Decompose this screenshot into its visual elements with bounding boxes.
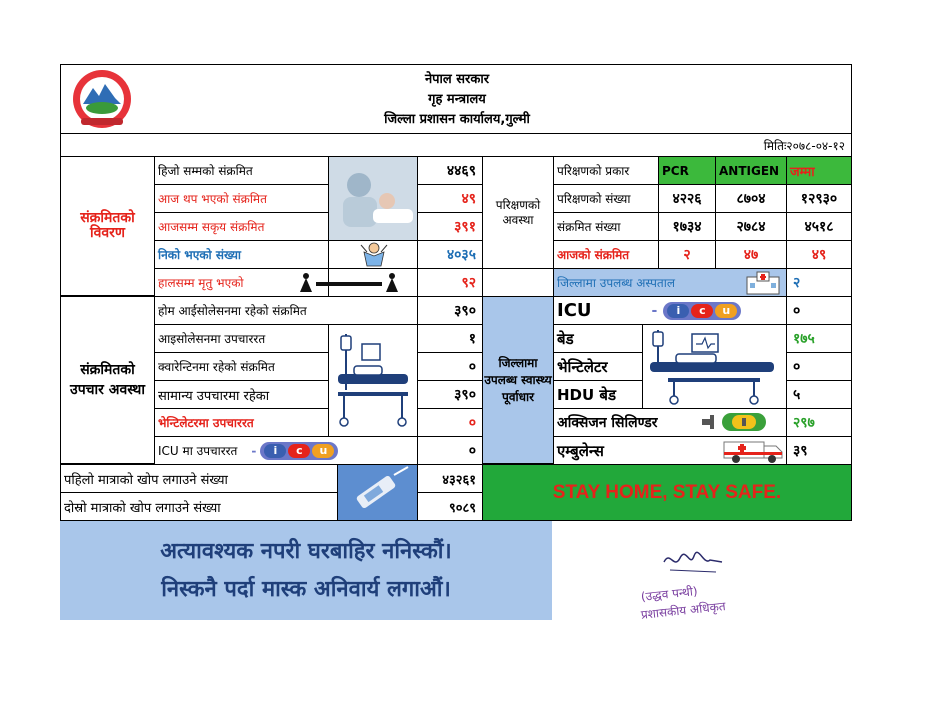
treatment-row-4: सामान्य उपचारमा रहेका: [154, 380, 329, 409]
testing-row-2-antigen: २७८४: [715, 212, 787, 241]
vaccine-value-2: ९०८९: [417, 492, 483, 521]
infection-row-5: हालसम्म मृतु भएको: [154, 268, 329, 297]
testing-row-1-label: परिक्षणको संख्या: [553, 184, 659, 213]
icu-bed-icon: [648, 328, 780, 406]
infection-value-4: ४०३५: [417, 240, 483, 269]
treatment-row-1: होम आईसोलेसनमा रहेको संक्रमित: [154, 296, 418, 325]
infra-row-ventilator: भेन्टिलेटर: [553, 352, 643, 381]
treatment-row-6: ICU मा उपचाररत - i c u: [154, 436, 418, 465]
testing-row-2-label: संक्रमित संख्या: [553, 212, 659, 241]
infection-value-2: ४९: [417, 184, 483, 213]
hospital-bed-icon: [332, 330, 414, 430]
treatment-value-4: ३९०: [417, 380, 483, 409]
vaccine-value-1: ४३२६१: [417, 464, 483, 493]
infrastructure-section-label: जिल्लामा उपलब्ध स्वास्थ्य पूर्वाधार: [482, 296, 554, 464]
death-icon: [296, 272, 406, 294]
testing-row-2-total: ४५१८: [786, 212, 852, 241]
infra-row-ambulance: एम्बुलेन्स: [553, 436, 787, 465]
infra-value-ventilator: ०: [786, 352, 852, 381]
infection-row-4: निको भएको संख्या: [154, 240, 329, 269]
signature-mark: [660, 540, 730, 580]
infra-icu-label: ICU: [557, 300, 592, 321]
treatment-row-3: क्वारेन्टिनमा रहेको संक्रमित: [154, 352, 329, 381]
testing-row-1-antigen: ८७०४: [715, 184, 787, 213]
message-box: [60, 521, 552, 620]
infection-row-3: आजसम्म सकृय संक्रमित: [154, 212, 329, 241]
treatment-row-5: भेन्टिलेटरमा उपचाररत: [154, 408, 329, 437]
icu-treatment-label: ICU मा उपचाररत: [158, 444, 238, 458]
treatment-value-6: ०: [417, 436, 483, 465]
testing-row-3-pcr: २: [658, 240, 716, 269]
infra-row-hdu: HDU बेड: [553, 380, 643, 409]
hospital-value: २: [786, 268, 852, 297]
infra-row-bed: बेड: [553, 324, 643, 353]
treatment-value-2: १: [417, 324, 483, 353]
vaccine-row-2: दोस्रो मात्राको खोप लगाउने संख्या: [60, 492, 338, 521]
header-box: [60, 64, 852, 134]
oxygen-cylinder-icon: [702, 411, 766, 433]
testing-header-label: परिक्षणको प्रकार: [553, 156, 659, 185]
vaccine-row-1: पहिलो मात्राको खोप लगाउने संख्या: [60, 464, 338, 493]
testing-header-pcr: PCR: [658, 156, 716, 185]
vaccine-syringe-icon: [338, 465, 417, 520]
header-line1: नेपाल सरकार: [424, 72, 490, 87]
signature-title: प्रशासकीय अधिकृत: [640, 599, 727, 622]
hospital-label: जिल्लामा उपलब्ध अस्पताल: [553, 268, 787, 297]
testing-row-2-pcr: १७३४: [658, 212, 716, 241]
slogan-banner: [482, 464, 852, 521]
infra-row-icu: ICU - i c u: [553, 296, 787, 325]
treatment-section-label: संक्रमितको उपचार अवस्था: [60, 296, 155, 464]
testing-row-3-label: आजको संक्रमित: [553, 240, 659, 269]
infra-value-oxygen: २९७: [786, 408, 852, 437]
header-line2: गृह मन्त्रालय: [428, 92, 486, 107]
testing-row-3-antigen: ४७: [715, 240, 787, 269]
infra-value-ambulance: ३९: [786, 436, 852, 465]
testing-row-1-pcr: ४२२६: [658, 184, 716, 213]
treatment-value-5: ०: [417, 408, 483, 437]
testing-header-antigen: ANTIGEN: [715, 156, 787, 185]
testing-row-3-total: ४९: [786, 240, 852, 269]
infection-value-5: ९२: [417, 268, 483, 297]
infra-icu-badge-icon: i c u: [663, 302, 741, 320]
infection-image-cell: [328, 156, 418, 241]
treatment-value-3: ०: [417, 352, 483, 381]
treatment-value-1: ३९०: [417, 296, 483, 325]
date-label: मितिः२०७८-०४-१२: [763, 138, 845, 153]
ambulance-icon: [722, 438, 784, 464]
testing-section-label: परिक्षणको अवस्था: [482, 156, 554, 269]
infection-row-1: हिजो सम्मको संक्रमित: [154, 156, 329, 185]
date-row: [60, 133, 852, 157]
infra-value-hdu: ५: [786, 380, 852, 409]
icu-badge-icon: i c u: [260, 442, 338, 460]
infra-value-icu: ०: [786, 296, 852, 325]
recovered-image-cell: [328, 240, 418, 269]
signature-name: (उद्धव पन्थी): [640, 584, 699, 604]
testing-header-total: जम्मा: [786, 156, 852, 185]
infra-oxygen-label: अक्सिजन सिलिण्डर: [557, 415, 658, 431]
infection-value-3: ३९१: [417, 212, 483, 241]
testing-row-1-total: १२९३०: [786, 184, 852, 213]
infection-section-label: संक्रमितको विवरण: [60, 156, 155, 296]
patient-image-icon: [329, 157, 417, 240]
hospital-icon: [745, 271, 781, 295]
infra-value-bed: १७५: [786, 324, 852, 353]
infection-row-2: आज थप भएको संक्रमित: [154, 184, 329, 213]
slogan-text: STAY HOME, STAY SAFE.: [552, 481, 782, 503]
treatment-row-2: आइसोलेसनमा उपचाररत: [154, 324, 329, 353]
recovered-person-icon: [359, 242, 389, 268]
infection-value-1: ४४६९: [417, 156, 483, 185]
header-line3: जिल्ला प्रशासन कार्यालय,गुल्मी: [384, 112, 530, 127]
message-line1: अत्यावश्यक नपरी घरबाहिर ननिस्कौं।: [160, 539, 452, 564]
message-line2: निस्कनै पर्दा मास्क अनिवार्य लगाऔं।: [161, 577, 451, 602]
